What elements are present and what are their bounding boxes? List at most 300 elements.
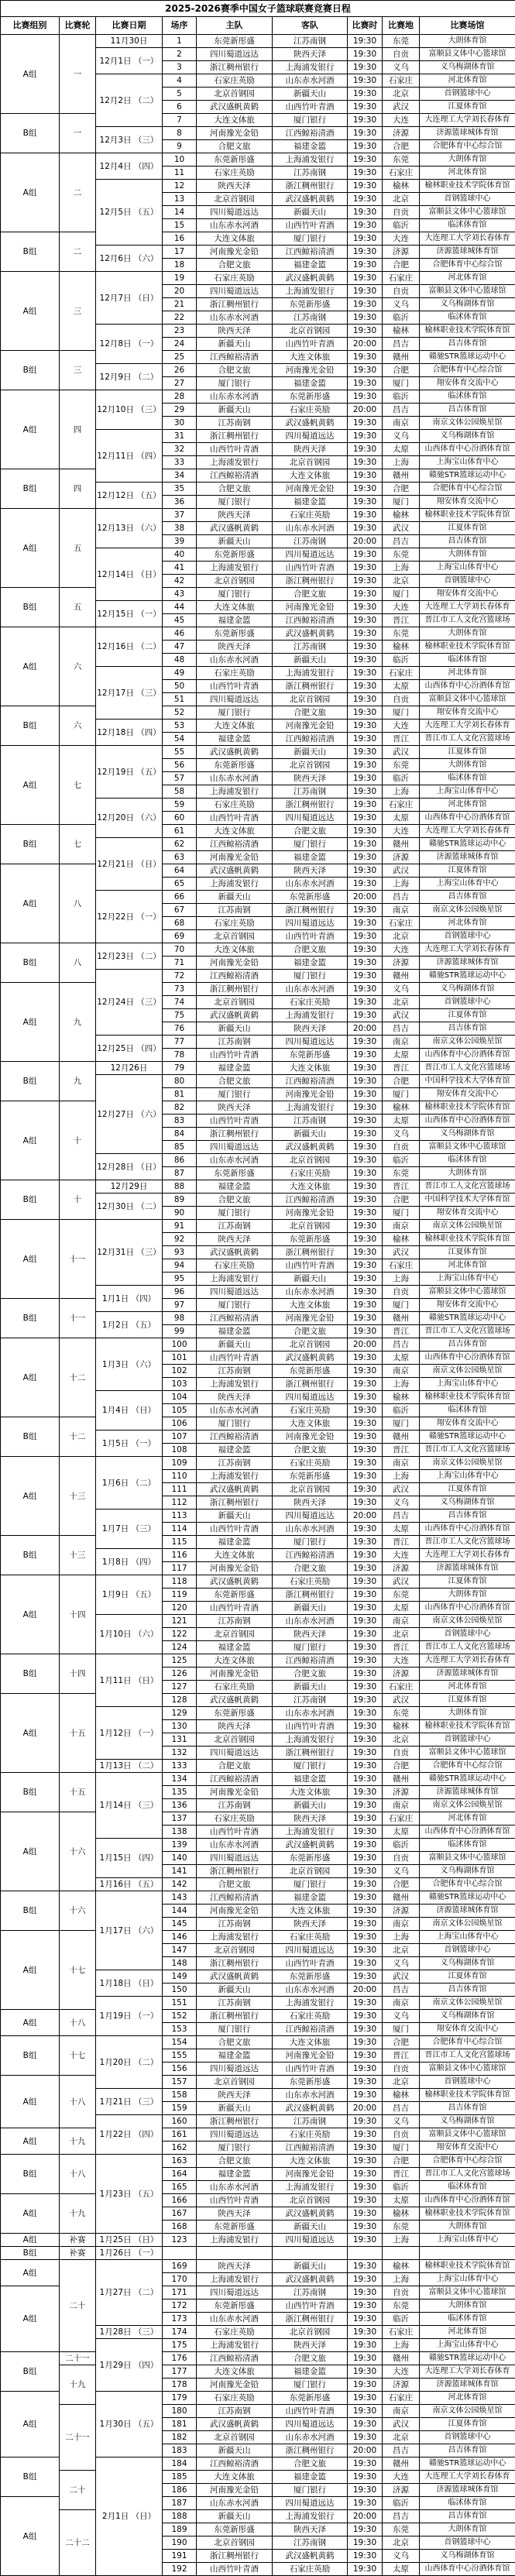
game-time-cell: 19:30 bbox=[348, 1536, 383, 1549]
game-no-cell: 62 bbox=[163, 838, 197, 851]
header-home: 主队 bbox=[197, 17, 273, 35]
home-team-cell: 新疆天山 bbox=[197, 1022, 273, 1036]
game-time-cell: 19:30 bbox=[348, 2418, 383, 2431]
home-team-cell: 厦门银行 bbox=[197, 588, 273, 601]
game-time-cell: 19:30 bbox=[348, 601, 383, 614]
home-team-cell: 浙江稠州银行 bbox=[197, 61, 273, 74]
game-time-cell: 19:30 bbox=[348, 733, 383, 746]
group-cell: A组 bbox=[1, 1457, 60, 1536]
venue-cell: 上海宝山体育中心 bbox=[420, 2339, 515, 2352]
date-cell: 12月14日 （日） bbox=[96, 548, 163, 601]
game-no-cell: 4 bbox=[163, 74, 197, 88]
away-team-cell: 浙江稠州银行 bbox=[273, 799, 348, 812]
away-team-cell: 江苏南钢 bbox=[273, 35, 348, 48]
game-time-cell: 19:30 bbox=[348, 1549, 383, 1562]
group-cell: B组 bbox=[1, 351, 60, 390]
venue-cell: 富顺县文体中心篮球馆 bbox=[420, 2063, 515, 2076]
home-team-cell: 江西鲸裕清酒 bbox=[197, 351, 273, 364]
game-time-cell: 19:30 bbox=[348, 2352, 383, 2365]
home-team-cell: 陕西天泽 bbox=[197, 2260, 273, 2273]
city-cell: 厦门 bbox=[383, 1299, 420, 1312]
game-no-cell: 51 bbox=[163, 693, 197, 706]
game-time-cell: 19:30 bbox=[348, 943, 383, 957]
game-no-cell: 22 bbox=[163, 311, 197, 325]
game-time-cell: 19:30 bbox=[348, 1088, 383, 1101]
game-time-cell: 19:30 bbox=[348, 2563, 383, 2576]
game-time-cell: 19:30 bbox=[348, 983, 383, 996]
away-team-cell: 陕西天泽 bbox=[273, 1022, 348, 1036]
home-team-cell: 大连文体旅 bbox=[197, 2471, 273, 2484]
game-time-cell: 19:30 bbox=[348, 1431, 383, 1444]
game-no-cell: 80 bbox=[163, 1075, 197, 1088]
city-cell: 武汉 bbox=[383, 864, 420, 878]
city-cell: 义乌 bbox=[383, 2115, 420, 2128]
game-no-cell: 184 bbox=[163, 2458, 197, 2471]
venue-cell: 济源篮球城体育馆 bbox=[420, 1668, 515, 1681]
home-team-cell: 东莞新彤盛 bbox=[197, 153, 273, 167]
away-team-cell: 大连文体旅 bbox=[273, 469, 348, 483]
away-team-cell: 大连文体旅 bbox=[273, 351, 348, 364]
game-time-cell: 19:30 bbox=[348, 496, 383, 509]
table-row bbox=[1, 864, 515, 878]
away-team-cell: 厦门银行 bbox=[273, 1878, 348, 1891]
group-cell: B组 bbox=[1, 2036, 60, 2076]
group-cell: A组 bbox=[1, 272, 60, 351]
home-team-cell: 浙江稠州银行 bbox=[197, 298, 273, 311]
venue-cell: 昌吉体育馆 bbox=[420, 535, 515, 548]
venue-cell: 榆林职业技术学院体育馆 bbox=[420, 2207, 515, 2221]
venue-cell: 晋江市工人文化宫篮球场 bbox=[420, 1536, 515, 1549]
away-team-cell: 合肥文旅 bbox=[273, 588, 348, 601]
game-time-cell: 19:30 bbox=[348, 232, 383, 246]
city-cell: 厦门 bbox=[383, 377, 420, 390]
home-team-cell: 福建金篮 bbox=[197, 1536, 273, 1549]
away-team-cell: 上海浦发银行 bbox=[273, 667, 348, 680]
venue-cell: 义乌梅湖体育馆 bbox=[420, 298, 515, 311]
away-team-cell: 北京首钢园 bbox=[273, 1865, 348, 1878]
city-cell: 义乌 bbox=[383, 2010, 420, 2023]
game-time-cell: 20:00 bbox=[348, 891, 383, 904]
game-no-cell: 69 bbox=[163, 930, 197, 943]
game-no-cell: 31 bbox=[163, 430, 197, 443]
game-time-cell: 19:30 bbox=[348, 1075, 383, 1088]
game-time-cell: 19:30 bbox=[348, 127, 383, 140]
date-cell: 12月24日 （三） bbox=[96, 970, 163, 1036]
game-no-cell: 112 bbox=[163, 1496, 197, 1510]
table-row bbox=[1, 2194, 515, 2207]
away-team-cell: 新疆天山 bbox=[273, 746, 348, 759]
game-time-cell: 19:30 bbox=[348, 2300, 383, 2313]
home-team-cell: 北京首钢园 bbox=[197, 88, 273, 101]
away-team-cell: 新疆天山 bbox=[273, 2221, 348, 2234]
away-team-cell: 厦门银行 bbox=[273, 2379, 348, 2392]
home-team-cell: 上海浦发银行 bbox=[197, 878, 273, 891]
city-cell: 上海 bbox=[383, 2339, 420, 2352]
city-cell: 石家庄 bbox=[383, 2326, 420, 2339]
table-row bbox=[1, 1101, 515, 1115]
round-cell: 十七 bbox=[60, 1931, 96, 2010]
venue-cell: 富顺县文体中心篮球馆 bbox=[420, 285, 515, 298]
venue-cell: 大朗体育馆 bbox=[420, 627, 515, 641]
game-time-cell: 19:30 bbox=[348, 1654, 383, 1668]
home-team-cell: 厦门银行 bbox=[197, 377, 273, 390]
game-time-cell: 19:30 bbox=[348, 1154, 383, 1167]
game-time-cell: 19:30 bbox=[348, 509, 383, 522]
city-cell: 晋江 bbox=[383, 1536, 420, 1549]
game-no-cell: 190 bbox=[163, 2537, 197, 2550]
date-cell: 12月3日 （三） bbox=[96, 127, 163, 153]
group-cell: B组 bbox=[1, 1654, 60, 1694]
game-time-cell: 19:30 bbox=[348, 667, 383, 680]
game-no-cell: 132 bbox=[163, 1747, 197, 1760]
game-no-cell: 119 bbox=[163, 1589, 197, 1602]
group-cell: A组 bbox=[1, 1220, 60, 1299]
table-row bbox=[1, 2510, 515, 2523]
away-team-cell: 河南豫光金铅 bbox=[273, 601, 348, 614]
game-no-cell: 100 bbox=[163, 1338, 197, 1352]
home-team-cell: 山西竹叶青酒 bbox=[197, 1049, 273, 1062]
date-cell: 1月19日 （一） bbox=[96, 1997, 163, 2036]
game-no-cell: 120 bbox=[163, 1602, 197, 1615]
game-no-cell: 96 bbox=[163, 1286, 197, 1299]
venue-cell: 江夏体育馆 bbox=[420, 864, 515, 878]
round-cell: 八 bbox=[60, 864, 96, 943]
away-team-cell: 陕西天泽 bbox=[273, 1496, 348, 1510]
home-team-cell: 上海浦发银行 bbox=[197, 1931, 273, 1944]
home-team-cell: 四川蜀道远达 bbox=[197, 693, 273, 706]
game-no-cell: 127 bbox=[163, 1681, 197, 1694]
away-team-cell: 四川蜀道远达 bbox=[273, 1944, 348, 1957]
away-team-cell: 大连文体旅 bbox=[273, 1417, 348, 1431]
venue-cell: 义乌梅湖体育馆 bbox=[420, 1496, 515, 1510]
game-no-cell: 84 bbox=[163, 1128, 197, 1141]
away-team-cell: 四川蜀道远达 bbox=[273, 2418, 348, 2431]
round-cell: 补赛 bbox=[60, 2234, 96, 2247]
home-team-cell: 山西竹叶青酒 bbox=[197, 1523, 273, 1536]
game-no-cell: 106 bbox=[163, 1417, 197, 1431]
game-time-cell: 19:30 bbox=[348, 1812, 383, 1826]
city-cell: 南京 bbox=[383, 1457, 420, 1470]
date-cell: 12月5日 （五） bbox=[96, 180, 163, 246]
venue-cell: 山西体育中心汾酒体育馆 bbox=[420, 680, 515, 693]
game-time-cell: 20:00 bbox=[348, 1338, 383, 1352]
venue-cell: 南京文体公园焕星馆 bbox=[420, 1918, 515, 1931]
game-time-cell: 19:30 bbox=[348, 917, 383, 930]
city-cell: 济源 bbox=[383, 957, 420, 970]
home-team-cell: 大连文体旅 bbox=[197, 1549, 273, 1562]
venue-cell: 首钢篮球中心 bbox=[420, 575, 515, 588]
city-cell: 太原 bbox=[383, 2194, 420, 2207]
away-team-cell: 上海浦发银行 bbox=[273, 1733, 348, 1747]
city-cell: 武汉 bbox=[383, 1009, 420, 1022]
venue-cell: 赣驰STR篮球运动中心 bbox=[420, 469, 515, 483]
home-team-cell: 武汉盛帆黄鹤 bbox=[197, 1694, 273, 1707]
home-team-cell: 山东赤水河酒 bbox=[197, 1154, 273, 1167]
venue-cell: 合肥体育中心综合馆 bbox=[420, 364, 515, 377]
game-no-cell: 125 bbox=[163, 1654, 197, 1668]
game-no-cell bbox=[163, 2247, 197, 2260]
game-no-cell: 160 bbox=[163, 2115, 197, 2128]
game-time-cell: 20:00 bbox=[348, 1510, 383, 1523]
city-cell: 石家庄 bbox=[383, 1259, 420, 1273]
away-team-cell: 四川蜀道远达 bbox=[273, 548, 348, 562]
game-time-cell: 19:30 bbox=[348, 693, 383, 706]
home-team-cell: 河南豫光金铅 bbox=[197, 2379, 273, 2392]
away-team-cell: 上海浦发银行 bbox=[273, 2181, 348, 2194]
away-team-cell: 福建金篮 bbox=[273, 496, 348, 509]
round-cell: 十六 bbox=[60, 1891, 96, 1931]
venue-cell: 南京文体公园焕星馆 bbox=[420, 1036, 515, 1049]
group-cell: A组 bbox=[1, 35, 60, 114]
venue-cell: 赣驰STR篮球运动中心 bbox=[420, 1431, 515, 1444]
game-no-cell: 79 bbox=[163, 1062, 197, 1075]
game-time-cell: 19:30 bbox=[348, 1496, 383, 1510]
city-cell: 石家庄 bbox=[383, 799, 420, 812]
home-team-cell: 北京首钢园 bbox=[197, 2076, 273, 2089]
city-cell: 厦门 bbox=[383, 1207, 420, 1220]
home-team-cell: 山东赤水河酒 bbox=[197, 2313, 273, 2326]
home-team-cell: 浙江稠州银行 bbox=[197, 983, 273, 996]
venue-cell: 富顺县文体中心篮球馆 bbox=[420, 1852, 515, 1865]
round-cell: 十五 bbox=[60, 1773, 96, 1812]
away-team-cell: 武汉盛帆黄鹤 bbox=[273, 2273, 348, 2286]
game-no-cell: 156 bbox=[163, 2063, 197, 2076]
round-cell: 二十二 bbox=[60, 2510, 96, 2576]
away-team-cell: 北京首钢园 bbox=[273, 325, 348, 338]
home-team-cell: 北京首钢园 bbox=[197, 1944, 273, 1957]
home-team-cell: 江西鲸裕清酒 bbox=[197, 838, 273, 851]
away-team-cell: 武汉盛帆黄鹤 bbox=[273, 1839, 348, 1852]
game-time-cell: 19:30 bbox=[348, 706, 383, 720]
venue-cell: 首钢篮球中心 bbox=[420, 1733, 515, 1747]
game-no-cell: 144 bbox=[163, 1905, 197, 1918]
away-team-cell: 江西鲸裕清酒 bbox=[273, 1549, 348, 1562]
date-cell: 12月25日 （四） bbox=[96, 1036, 163, 1062]
venue-cell: 济源篮球城体育馆 bbox=[420, 2484, 515, 2497]
venue-cell: 河北体育馆 bbox=[420, 1681, 515, 1694]
away-team-cell: 石家庄英励 bbox=[273, 1931, 348, 1944]
away-team-cell: 山东赤水河酒 bbox=[273, 1984, 348, 1997]
date-cell: 1月25日 （日） bbox=[96, 2234, 163, 2247]
game-no-cell: 98 bbox=[163, 1312, 197, 1325]
home-team-cell: 山西竹叶青酒 bbox=[197, 680, 273, 693]
home-team-cell: 江苏南钢 bbox=[197, 1457, 273, 1470]
round-cell: 一 bbox=[60, 35, 96, 114]
game-no-cell: 45 bbox=[163, 614, 197, 627]
game-time-cell: 19:30 bbox=[348, 1391, 383, 1404]
game-no-cell: 140 bbox=[163, 1852, 197, 1865]
game-time-cell: 19:30 bbox=[348, 180, 383, 193]
game-no-cell: 124 bbox=[163, 1641, 197, 1654]
game-time-cell: 20:00 bbox=[348, 535, 383, 548]
date-cell: 1月14日 （三） bbox=[96, 1773, 163, 1839]
group-cell: B组 bbox=[1, 943, 60, 983]
game-no-cell: 91 bbox=[163, 1220, 197, 1233]
away-team-cell: 武汉盛帆黄鹤 bbox=[273, 2550, 348, 2563]
round-cell: 二十 bbox=[60, 2471, 96, 2510]
city-cell: 北京 bbox=[383, 996, 420, 1009]
game-time-cell: 19:30 bbox=[348, 351, 383, 364]
venue-cell: 山西体育中心汾酒体育馆 bbox=[420, 812, 515, 825]
home-team-cell: 山西竹叶青酒 bbox=[197, 1602, 273, 1615]
game-no-cell: 88 bbox=[163, 1180, 197, 1194]
game-no-cell: 76 bbox=[163, 1022, 197, 1036]
home-team-cell: 北京首钢园 bbox=[197, 1628, 273, 1641]
venue-cell: 临沭体育馆 bbox=[420, 654, 515, 667]
table-row bbox=[1, 588, 515, 601]
game-time-cell: 19:30 bbox=[348, 1773, 383, 1786]
game-no-cell: 5 bbox=[163, 88, 197, 101]
game-no-cell: 40 bbox=[163, 548, 197, 562]
group-cell: B组 bbox=[1, 825, 60, 864]
away-team-cell: 山西竹叶青酒 bbox=[273, 930, 348, 943]
table-row bbox=[1, 2471, 515, 2484]
game-no-cell: 152 bbox=[163, 2010, 197, 2023]
group-cell: B组 bbox=[1, 232, 60, 272]
home-team-cell: 武汉盛帆黄鹤 bbox=[197, 1009, 273, 1022]
group-cell: A组 bbox=[1, 1101, 60, 1180]
game-no-cell: 185 bbox=[163, 2471, 197, 2484]
game-no-cell: 11 bbox=[163, 167, 197, 180]
venue-cell: 翔安体育交流中心 bbox=[420, 377, 515, 390]
home-team-cell: 北京首钢园 bbox=[197, 2537, 273, 2550]
group-cell: B组 bbox=[1, 1299, 60, 1338]
group-cell: A组 bbox=[1, 627, 60, 706]
group-cell: A组 bbox=[1, 2286, 60, 2352]
city-cell: 东莞 bbox=[383, 1589, 420, 1602]
venue-cell: 晋江市工人文化宫篮球场 bbox=[420, 614, 515, 627]
home-team-cell: 北京首钢园 bbox=[197, 575, 273, 588]
home-team-cell: 陕西天泽 bbox=[197, 1101, 273, 1115]
game-no-cell: 23 bbox=[163, 325, 197, 338]
game-no-cell: 70 bbox=[163, 943, 197, 957]
away-team-cell: 江苏南钢 bbox=[273, 1694, 348, 1707]
venue-cell: 河北体育馆 bbox=[420, 74, 515, 88]
away-team-cell: 大连文体旅 bbox=[273, 2036, 348, 2049]
home-team-cell: 东莞新彤盛 bbox=[197, 35, 273, 48]
game-no-cell: 49 bbox=[163, 667, 197, 680]
away-team-cell: 江苏南钢 bbox=[273, 785, 348, 799]
venue-cell: 合肥体育中心综合馆 bbox=[420, 2155, 515, 2168]
city-cell: 石家庄 bbox=[383, 74, 420, 88]
home-team-cell: 合肥文旅 bbox=[197, 2155, 273, 2168]
home-team-cell: 石家庄英励 bbox=[197, 799, 273, 812]
round-cell: 十二 bbox=[60, 1338, 96, 1417]
game-time-cell: 19:30 bbox=[348, 904, 383, 917]
away-team-cell: 厦门银行 bbox=[273, 232, 348, 246]
away-team-cell: 石家庄英励 bbox=[273, 2128, 348, 2142]
venue-cell: 大朗体育馆 bbox=[420, 548, 515, 562]
venue-cell: 山西体育中心汾酒体育馆 bbox=[420, 1523, 515, 1536]
home-team-cell: 江苏南钢 bbox=[197, 1036, 273, 1049]
game-no-cell: 176 bbox=[163, 2352, 197, 2365]
away-team-cell: 大连文体旅 bbox=[273, 2155, 348, 2168]
home-team-cell: 北京首钢园 bbox=[197, 930, 273, 943]
home-team-cell: 武汉盛帆黄鹤 bbox=[197, 1970, 273, 1984]
away-team-cell: 合肥文旅 bbox=[273, 2458, 348, 2471]
venue-cell: 大朗体育馆 bbox=[420, 153, 515, 167]
home-team-cell: 四川蜀道远达 bbox=[197, 285, 273, 298]
game-no-cell: 6 bbox=[163, 101, 197, 114]
venue-cell: 义乌梅湖体育馆 bbox=[420, 2115, 515, 2128]
game-time-cell: 19:30 bbox=[348, 1036, 383, 1049]
game-time-cell: 19:30 bbox=[348, 2234, 383, 2247]
away-team-cell: 河南豫光金铅 bbox=[273, 1312, 348, 1325]
game-no-cell: 158 bbox=[163, 2089, 197, 2102]
home-team-cell: 福建金篮 bbox=[197, 614, 273, 627]
round-cell: 十八 bbox=[60, 2155, 96, 2194]
home-team-cell: 东莞新彤盛 bbox=[197, 2300, 273, 2313]
game-time-cell: 19:30 bbox=[348, 1273, 383, 1286]
city-cell: 自贡 bbox=[383, 693, 420, 706]
round-cell: 十八 bbox=[60, 2010, 96, 2036]
venue-cell: 义乌梅湖体育馆 bbox=[420, 1128, 515, 1141]
game-no-cell: 189 bbox=[163, 2523, 197, 2537]
game-no-cell: 54 bbox=[163, 733, 197, 746]
venue-cell: 上海宝山体育中心 bbox=[420, 1470, 515, 1483]
game-time-cell: 19:30 bbox=[348, 996, 383, 1009]
game-time-cell: 19:30 bbox=[348, 1760, 383, 1773]
game-time-cell: 19:30 bbox=[348, 48, 383, 61]
venue-cell: 义乌梅湖体育馆 bbox=[420, 2010, 515, 2023]
home-team-cell: 福建金篮 bbox=[197, 1180, 273, 1194]
home-team-cell: 大连文体旅 bbox=[197, 232, 273, 246]
home-team-cell: 石家庄英励 bbox=[197, 1259, 273, 1273]
city-cell: 临沂 bbox=[383, 1154, 420, 1167]
date-cell: 1月11日 （日） bbox=[96, 1654, 163, 1707]
home-team-cell: 四川蜀道远达 bbox=[197, 1747, 273, 1760]
city-cell: 义乌 bbox=[383, 430, 420, 443]
away-team-cell: 武汉盛帆黄鹤 bbox=[273, 193, 348, 206]
venue-cell: 翔安体育交流中心 bbox=[420, 2142, 515, 2155]
home-team-cell: 江苏南钢 bbox=[197, 1615, 273, 1628]
city-cell: 南京 bbox=[383, 1365, 420, 1378]
round-cell: 十 bbox=[60, 1101, 96, 1180]
game-no-cell: 150 bbox=[163, 1984, 197, 1997]
away-team-cell: 东莞新彤盛 bbox=[273, 1470, 348, 1483]
city-cell: 合肥 bbox=[383, 2036, 420, 2049]
game-time-cell: 19:30 bbox=[348, 1062, 383, 1075]
game-no-cell: 113 bbox=[163, 1510, 197, 1523]
table-row bbox=[1, 2076, 515, 2089]
game-time-cell: 19:30 bbox=[348, 1194, 383, 1207]
date-cell: 1月12日 （一） bbox=[96, 1707, 163, 1760]
venue-cell: 大连理工大学刘长春体育 bbox=[420, 825, 515, 838]
venue-cell: 河北体育馆 bbox=[420, 2392, 515, 2405]
away-team-cell: 山东赤水河酒 bbox=[273, 878, 348, 891]
away-team-cell: 山西竹叶青酒 bbox=[273, 101, 348, 114]
away-team-cell: 厦门银行 bbox=[273, 2484, 348, 2497]
city-cell: 北京 bbox=[383, 1733, 420, 1747]
game-no-cell: 162 bbox=[163, 2142, 197, 2155]
city-cell: 晋江 bbox=[383, 614, 420, 627]
home-team-cell: 河南豫光金铅 bbox=[197, 1905, 273, 1918]
home-team-cell: 厦门银行 bbox=[197, 1417, 273, 1431]
away-team-cell: 陕西天泽 bbox=[273, 1918, 348, 1931]
game-time-cell: 19:30 bbox=[348, 2392, 383, 2405]
city-cell: 合肥 bbox=[383, 140, 420, 153]
venue-cell: 义乌梅湖体育馆 bbox=[420, 430, 515, 443]
game-no-cell: 9 bbox=[163, 140, 197, 153]
game-no-cell: 128 bbox=[163, 1694, 197, 1707]
table-row bbox=[1, 2365, 515, 2379]
away-team-cell: 福建金篮 bbox=[273, 140, 348, 153]
game-no-cell: 89 bbox=[163, 1194, 197, 1207]
away-team-cell: 河南豫光金铅 bbox=[273, 2049, 348, 2063]
city-cell: 大连 bbox=[383, 601, 420, 614]
venue-cell: 首钢篮球中心 bbox=[420, 2537, 515, 2550]
date-cell: 1月22日 （四） bbox=[96, 2115, 163, 2155]
